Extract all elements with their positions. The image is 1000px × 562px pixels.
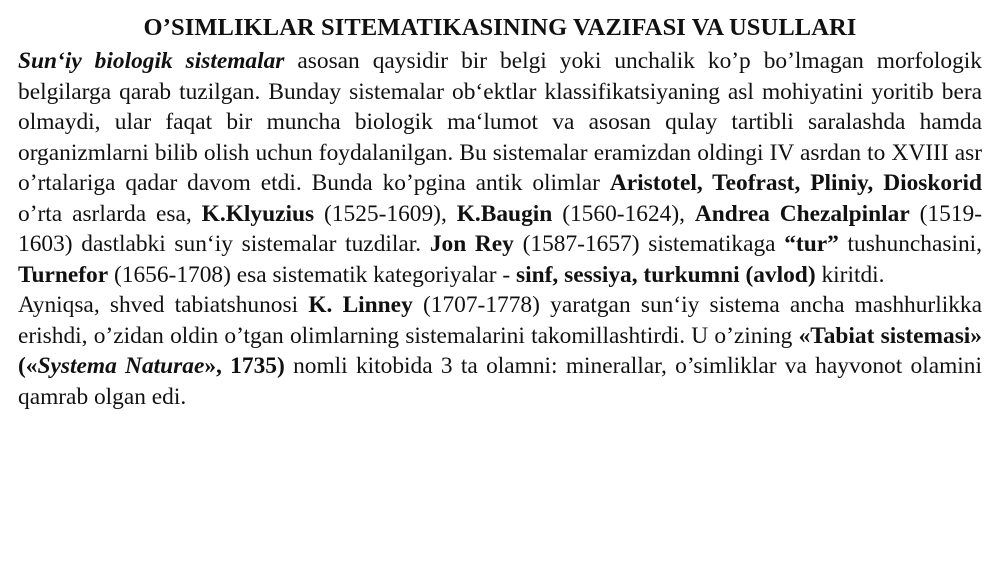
text-segment: kiritdi. — [815, 261, 885, 288]
text-segment: Ayniqsa, shved tabiatshunosi — [18, 292, 309, 318]
book-title-uzbek: «Tabiat sistemasi» — [798, 322, 982, 349]
name-baugin: K.Baugin — [456, 200, 553, 227]
text-segment: (1656-1708) esa sistematik kategoriyalar - — [108, 261, 517, 288]
book-paren-close: », 1735) — [204, 353, 285, 379]
text-segment: tushunchasini, — [838, 231, 982, 257]
term-artificial-systems: Sun‘iy biologik sistemalar — [18, 48, 285, 74]
page-title: O’SIMLIKLAR SITEMATIKASINING VAZIFASI VA USULLARI — [143, 14, 857, 41]
text-segment: (1519-1603) dastlabki sun‘iy sistemalar tuzdilar. — [18, 200, 983, 257]
text-segment: (1707-1778) yaratgan sun‘iy sistema ancha mashhurlikka erishdi, o’zidan oldin o’tgan olimlarning sistemalarini takomillashtirdi. U o’zining — [18, 292, 982, 349]
name-linney: K. Linney — [308, 292, 413, 318]
text-segment: o’rta asrlarda esa, — [18, 200, 202, 227]
text-segment: (1560-1624), — [552, 200, 695, 227]
term-categories: sinf, sessiya, turkumni (avlod) — [516, 261, 816, 288]
ancient-scholars-names: Aristotel, Teofrast, Pliniy, Dioskorid — [609, 170, 982, 196]
name-turnefor: Turnefor — [18, 261, 109, 288]
name-jon-rey: Jon Rey — [429, 231, 514, 257]
text-segment: asosan qaysidir bir belgi yoki unchalik ko’p bo’lmagan morfologik belgilarga qarab tuzilgan. Bunday sistemalar ob‘ektlar klassifikatsiyaning asl mohiyatini yoritib bera olmaydi, ular faqat bir muncha biologik ma‘lumot va asosan qulay tartibli saralashda hamda organizmlarni bilib olish uchun foydalanilgan. Bu sistemalar eramizdan oldingi IV asrdan to XVIII asr o’rtalariga qadar davom etdi. Bunda ko’pgina antik olimlar — [18, 48, 982, 196]
text-segment: (1587-1657) sistematikaga — [513, 231, 785, 257]
term-tur: “tur” — [784, 231, 839, 257]
name-chezalpinlar: Andrea Chezalpinlar — [694, 200, 910, 227]
name-klyuzius: K.Klyuzius — [201, 200, 315, 227]
book-paren-open: (« — [18, 353, 38, 379]
text-segment: (1525-1609), — [314, 200, 457, 227]
text-segment: nomli kitobida 3 ta olamni: minerallar, o’simliklar va hayvonot olamini qamrab olgan edi. — [18, 353, 982, 410]
paragraph-linney — [18, 290, 982, 412]
book-title-latin: Systema Naturae — [37, 353, 205, 379]
paragraph-artificial-systems — [18, 46, 982, 290]
